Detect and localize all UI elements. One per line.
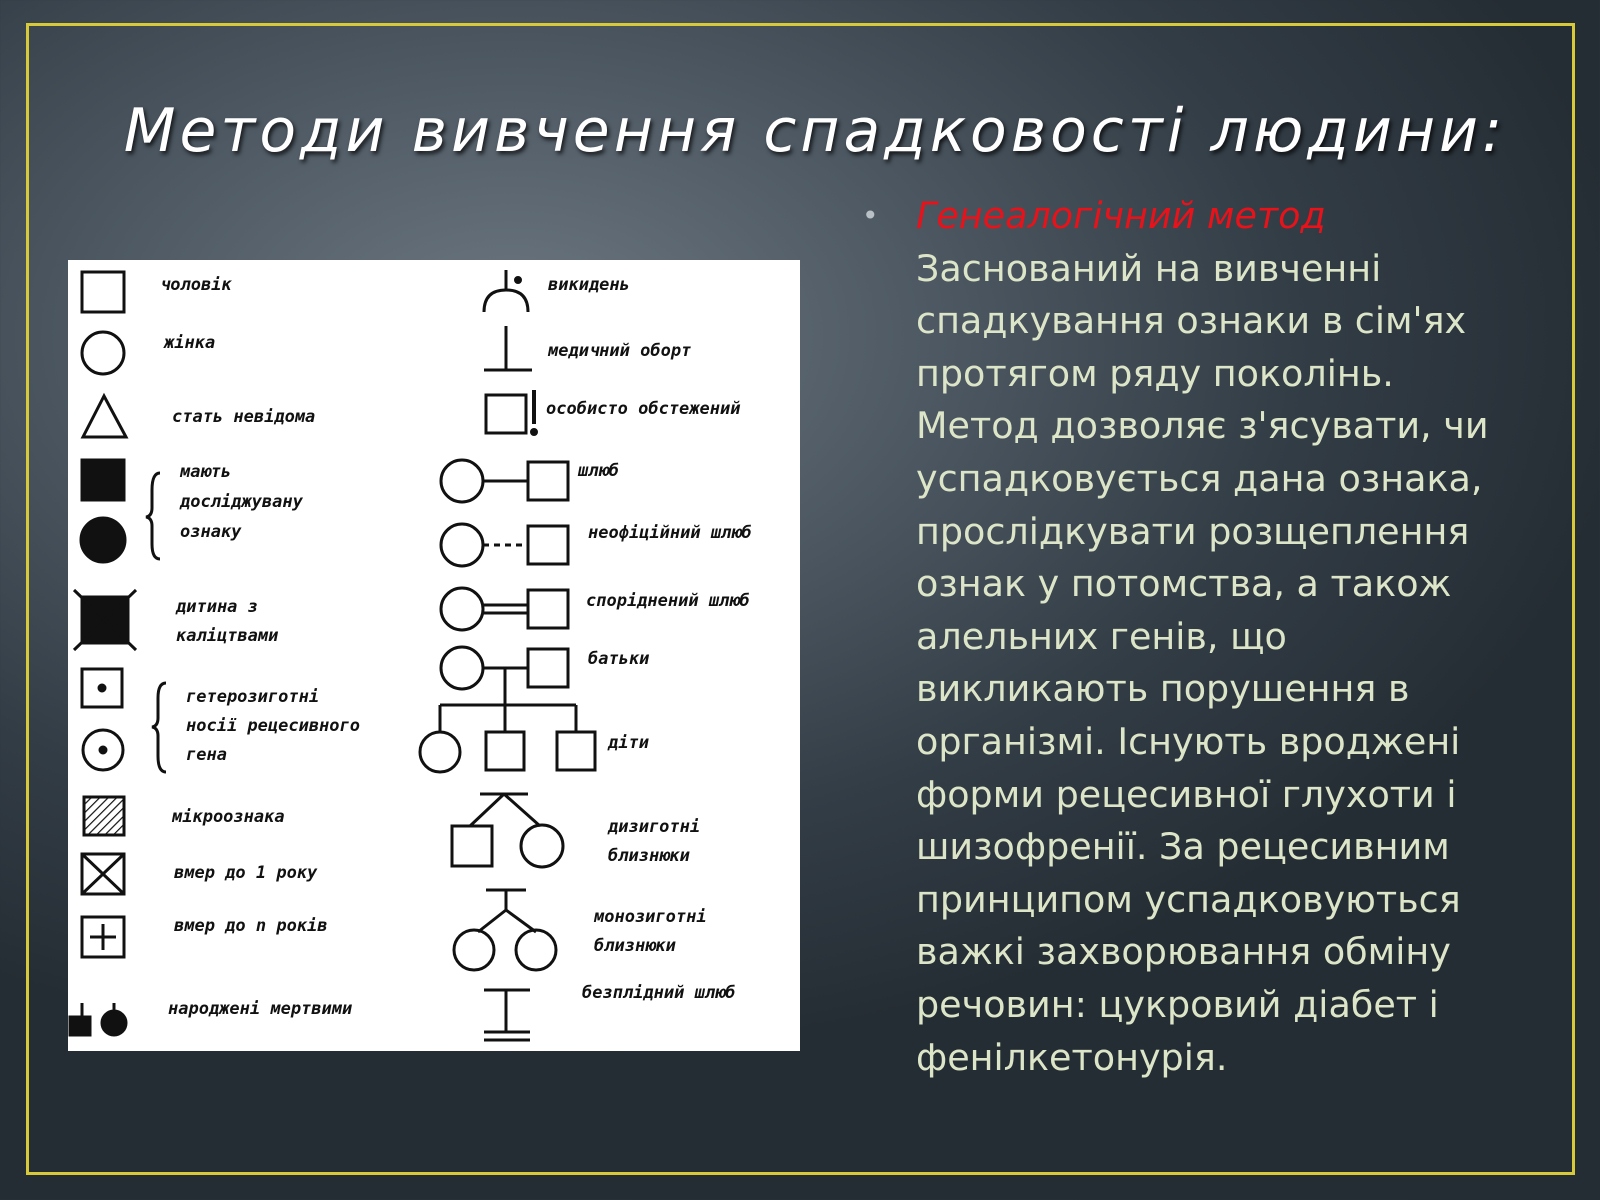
method-description: Заснований на вивченні спадкування ознаки в сім'ях протягом ряду поколінь. Метод дозволяє з'ясувати, чи успадковується дана ознака, прослідкувати розщеплення ознак у потомства, а також алельних генів, що викликають порушення в організмі. Існують вроджені форми рецесивної глухоти і шизофренії. За рецесивним принципом успадковуються важкі захворювання обміну речовин: цукровий діабет і фенілкетонурія. — [916, 246, 1489, 1079]
consanguineous-marriage-icon — [441, 588, 568, 630]
label-miscarriage: викидень — [548, 275, 630, 295]
unofficial-marriage-icon — [441, 524, 568, 566]
bullet-icon: • — [862, 199, 879, 232]
male-icon — [82, 272, 124, 312]
label-micro: мікроознака — [172, 807, 285, 827]
label-monozygotic-1: монозиготні — [594, 907, 707, 927]
label-male: чоловік — [160, 275, 232, 295]
label-monozygotic-2: близнюки — [594, 936, 676, 956]
label-abortion: медичний оборт — [548, 341, 692, 361]
children-icon — [420, 705, 595, 772]
slide-title: Методи вивчення спадковості людини: — [123, 96, 1507, 166]
label-died-1yr: вмер до 1 року — [174, 863, 318, 883]
affected-female-icon — [81, 518, 125, 562]
label-trait-1: мають — [180, 462, 232, 482]
miscarriage-icon — [484, 270, 528, 312]
affected-male-icon — [82, 460, 124, 500]
label-parents: батьки — [588, 649, 650, 669]
died-1yr-icon — [82, 854, 124, 894]
marriage-icon — [441, 460, 568, 502]
label-hetero-2: носії рецесивного — [186, 716, 360, 736]
label-hetero-3: гена — [186, 745, 227, 765]
sex-unknown-icon — [83, 396, 126, 437]
pedigree-symbols-legend — [68, 260, 800, 1051]
paragraph — [916, 190, 1512, 1084]
label-stillborn: народжені мертвими — [168, 999, 353, 1019]
label-dizygotic-2: близнюки — [608, 846, 690, 866]
dizygotic-twins-icon — [452, 794, 563, 867]
label-hetero-1: гетерозиготні — [186, 687, 320, 707]
heterozygous-male-icon — [82, 669, 122, 707]
defect-child-icon — [74, 590, 136, 650]
infertile-marriage-icon — [484, 990, 530, 1040]
parents-icon — [441, 647, 568, 705]
method-name: Генеалогічний метод — [916, 194, 1326, 237]
label-trait-3: ознаку — [180, 522, 242, 542]
died-n-years-icon — [82, 917, 124, 957]
monozygotic-twins-icon — [454, 890, 556, 970]
label-proband: особисто обстежений — [546, 399, 741, 419]
abortion-icon — [484, 326, 532, 370]
label-died-n: вмер до n років — [174, 916, 328, 936]
stillborn-icon — [70, 1003, 126, 1035]
label-defect-2: каліцтвами — [176, 626, 279, 646]
label-defect-1: дитина з — [176, 597, 258, 617]
label-sex-unknown: стать невідома — [172, 407, 316, 427]
label-female: жінка — [164, 333, 216, 353]
micro-trait-icon — [84, 797, 124, 835]
label-children: діти — [608, 733, 649, 753]
label-consanguineous: споріднений шлюб — [586, 591, 750, 611]
label-marriage: шлюб — [578, 461, 619, 481]
proband-icon — [486, 390, 537, 435]
label-trait-2: досліджувану — [180, 492, 303, 512]
female-icon — [82, 332, 124, 374]
heterozygous-female-icon — [83, 730, 123, 770]
content-block — [862, 190, 1512, 1084]
label-unofficial: неофіційний шлюб — [588, 523, 752, 543]
label-dizygotic-1: дизиготні — [608, 817, 701, 837]
label-infertile: безплідний шлюб — [582, 983, 736, 1003]
